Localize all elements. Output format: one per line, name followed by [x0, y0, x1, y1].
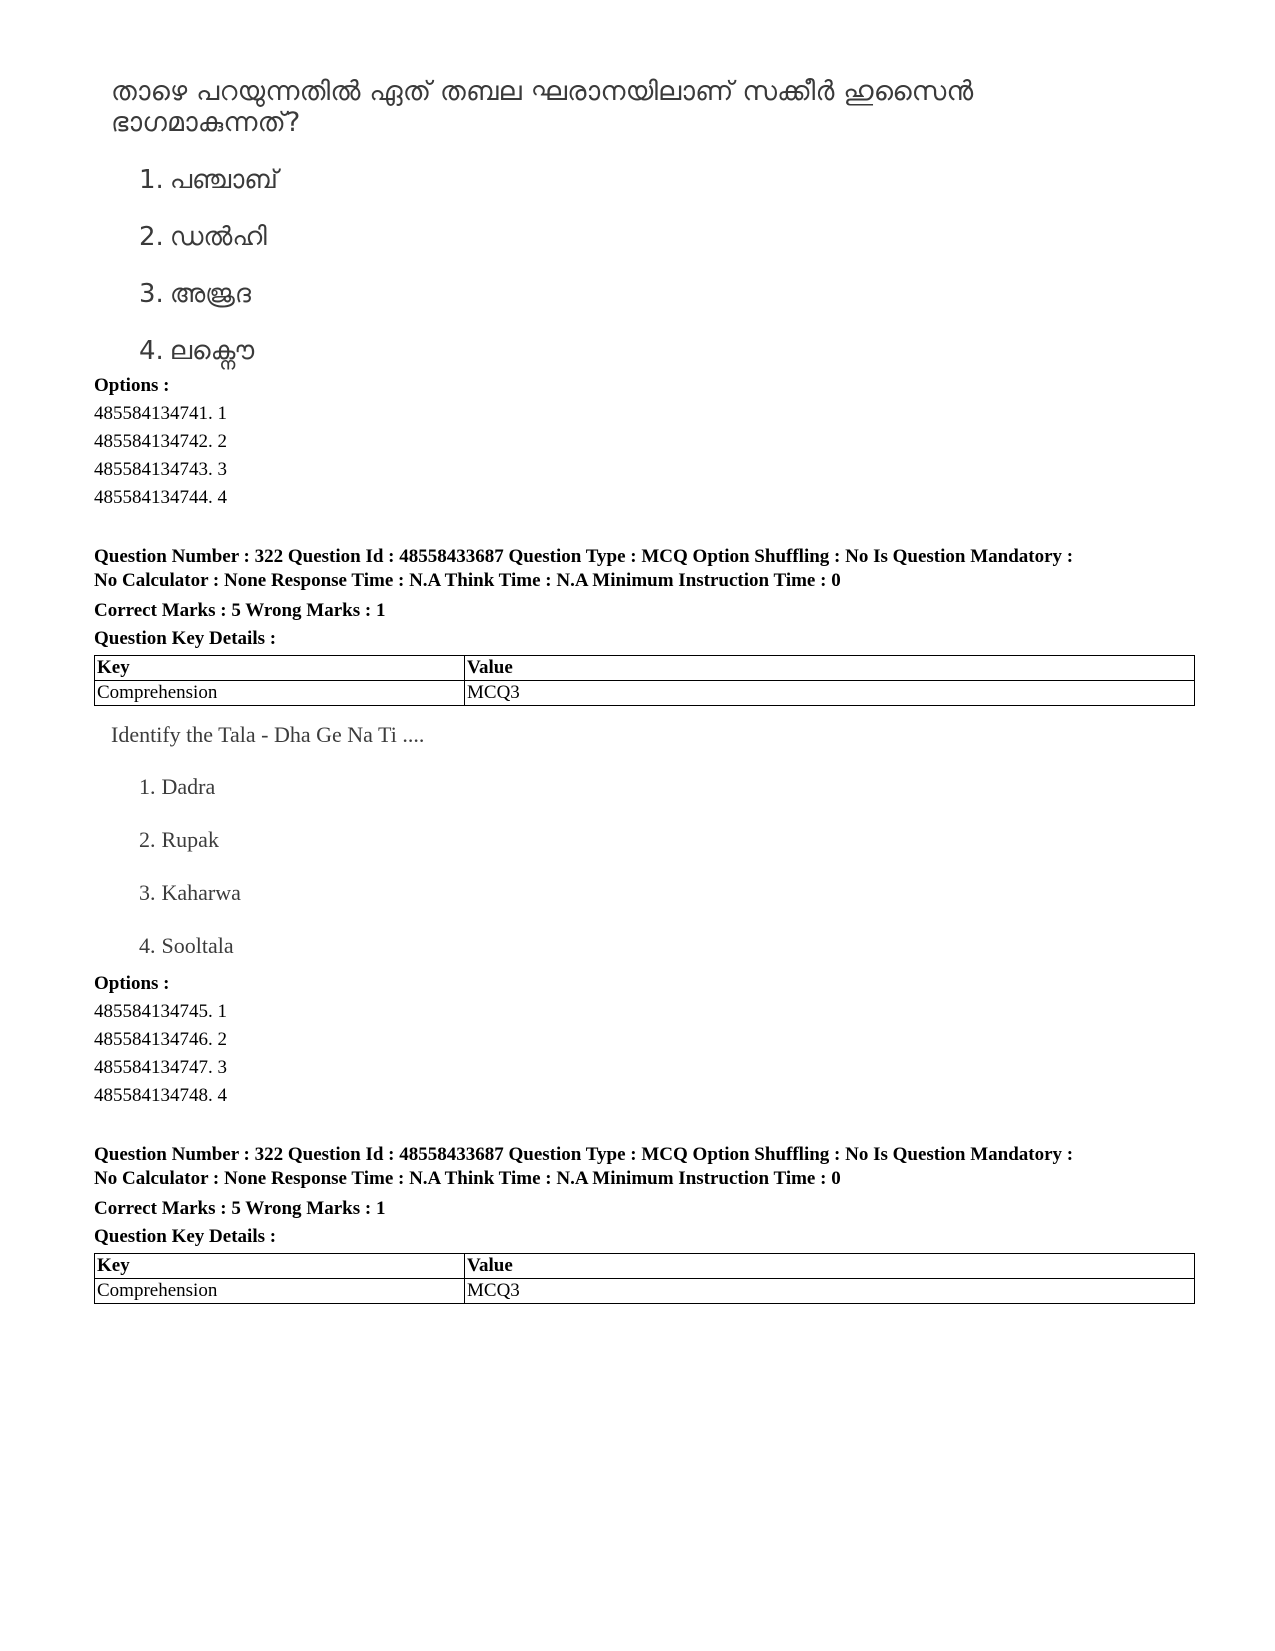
choice-text: Kaharwa [161, 880, 241, 905]
choice-1 [95, 760, 1195, 813]
table-header-value: Value [465, 656, 1195, 681]
option-line: 485584134741. 1 [94, 403, 227, 424]
choice-2 [95, 209, 1195, 266]
question-image-english [95, 722, 1195, 972]
choice-1 [95, 152, 1195, 209]
table-cell-value: MCQ3 [465, 681, 1195, 706]
choice-3 [95, 266, 1195, 323]
question-text: Identify the Tala - Dha Ge Na Ti .... [111, 722, 425, 747]
key-details-label: Question Key Details : [94, 628, 277, 649]
table-header-key: Key [95, 656, 465, 681]
choice-3 [95, 866, 1195, 919]
key-details-table [94, 655, 1195, 706]
option-line: 485584134747. 3 [94, 1057, 227, 1078]
option-line: 485584134746. 2 [94, 1029, 227, 1050]
choice-number: 2. [139, 222, 164, 252]
choice-number: 4. [139, 933, 156, 958]
choice-number: 1. [139, 774, 156, 799]
options-block [94, 372, 1194, 512]
option-line: 485584134742. 2 [94, 431, 227, 452]
key-details-table [94, 1253, 1195, 1304]
table-header-value: Value [465, 1254, 1195, 1279]
choice-text: അജ്രദ [169, 279, 251, 309]
question-meta-line-1: Question Number : 322 Question Id : 48558433687 Question Type : MCQ Option Shuffling : No Is Question Mandatory : [94, 1144, 1074, 1165]
option-line: 485584134744. 4 [94, 487, 227, 508]
marks-line: Correct Marks : 5 Wrong Marks : 1 [94, 600, 386, 621]
choice-4 [95, 919, 1195, 972]
option-line: 485584134748. 4 [94, 1085, 227, 1106]
question-text: താഴെ പറയുന്നതിൽ ഏത് തബല ഘരാനയിലാണ് സക്കീർ ഹുസൈൻ ഭാഗമാകുന്നത്? [111, 76, 974, 138]
choice-text: Rupak [161, 827, 219, 852]
table-row [95, 681, 1195, 706]
choice-text: പഞ്ചാബ് [169, 165, 278, 195]
question-header [94, 545, 1194, 706]
marks-line: Correct Marks : 5 Wrong Marks : 1 [94, 1198, 386, 1219]
table-cell-key: Comprehension [95, 681, 465, 706]
question-image-malayalam [95, 76, 1195, 380]
choice-number: 3. [139, 880, 156, 905]
table-cell-key: Comprehension [95, 1279, 465, 1304]
choice-number: 4. [139, 336, 164, 366]
key-details-label: Question Key Details : [94, 1226, 277, 1247]
options-label: Options : [94, 973, 170, 994]
question-meta-line-1: Question Number : 322 Question Id : 48558433687 Question Type : MCQ Option Shuffling : No Is Question Mandatory : [94, 546, 1074, 567]
choice-text: Sooltala [161, 933, 234, 958]
question-header [94, 1143, 1194, 1304]
choice-number: 1. [139, 165, 164, 195]
choice-2 [95, 813, 1195, 866]
choice-number: 3. [139, 279, 164, 309]
option-line: 485584134745. 1 [94, 1001, 227, 1022]
choice-text: ഡൽഹി [169, 222, 267, 252]
choice-text: ലക്നൌ [169, 336, 255, 366]
table-cell-value: MCQ3 [465, 1279, 1195, 1304]
table-row [95, 1279, 1195, 1304]
table-header-key: Key [95, 1254, 465, 1279]
table-header-row [95, 1254, 1195, 1279]
question-meta-line-2: No Calculator : None Response Time : N.A Think Time : N.A Minimum Instruction Time : 0 [94, 1168, 841, 1189]
choice-text: Dadra [161, 774, 216, 799]
table-header-row [95, 656, 1195, 681]
option-line: 485584134743. 3 [94, 459, 227, 480]
question-meta-line-2: No Calculator : None Response Time : N.A Think Time : N.A Minimum Instruction Time : 0 [94, 570, 841, 591]
options-label: Options : [94, 375, 170, 396]
choice-number: 2. [139, 827, 156, 852]
options-block [94, 970, 1194, 1110]
